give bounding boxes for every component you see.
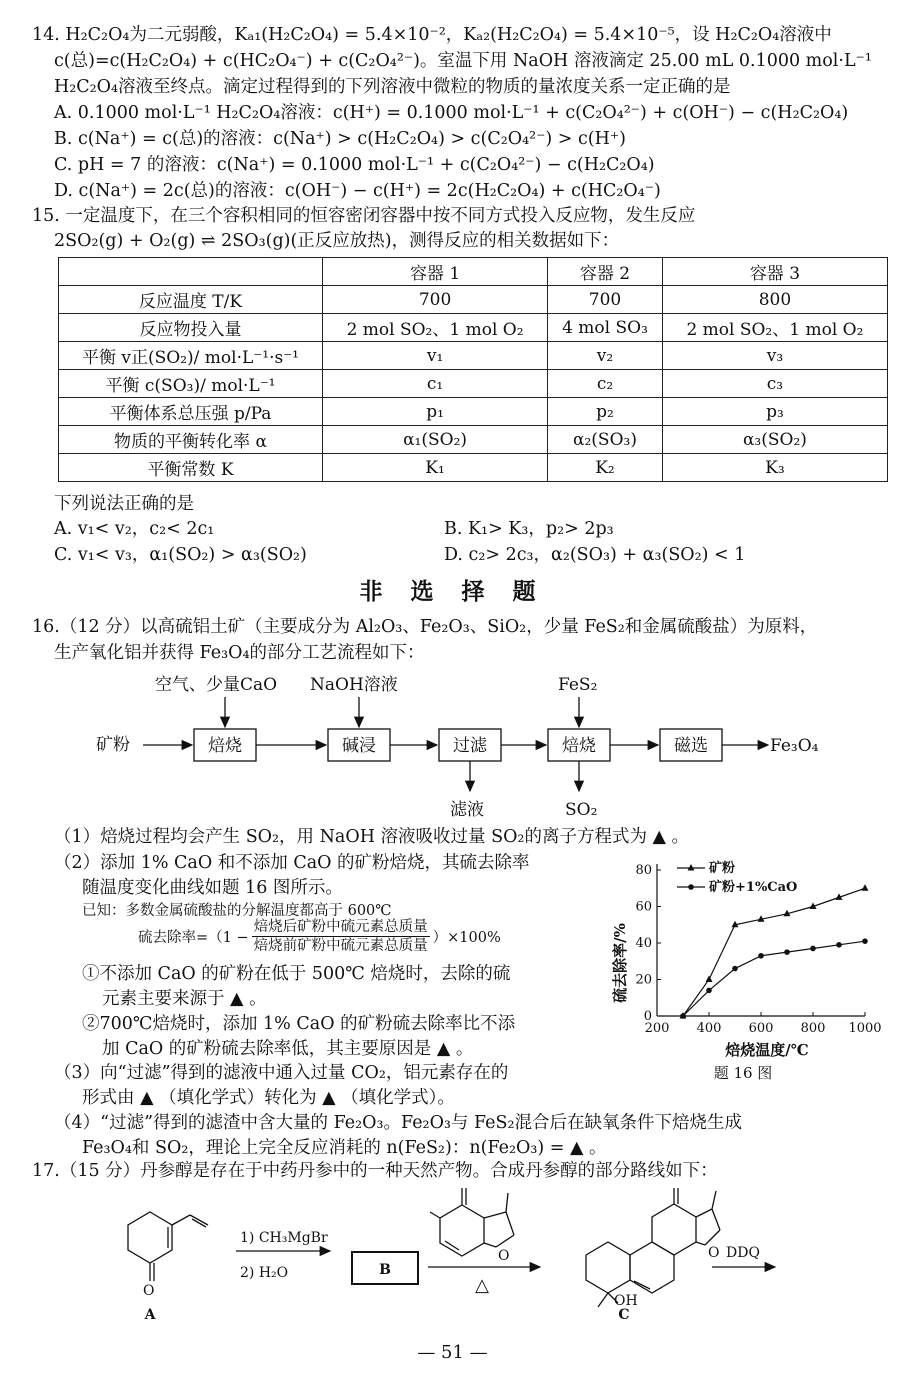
q14-stem-line3: H₂C₂O₄溶液至终点。滴定过程得到的下列溶液中微粒的物质的量浓度关系一定正确的是 [54,77,731,97]
table-header-cell [59,258,323,286]
q16-stem-line1: 16.（12 分）以高硫铝土矿（主要成分为 Al₂O₃、Fe₂O₃、SiO₂，少量 FeS₂和金属硫酸盐）为原料， [32,617,818,637]
chart-point-triangle [688,864,695,871]
table-row [59,398,888,426]
formula-fraction [252,918,430,955]
q16-part-2-line2: 随温度变化曲线如题 16 图所示。 [82,878,343,898]
chart-point-circle [758,953,764,959]
compound-a-ring [128,1212,172,1263]
q16-sub-1-line1: ①不添加 CaO 的矿粉在低于 500℃ 焙烧时，去除的硫 [82,964,511,984]
table-cell: v₂ [548,342,663,370]
table-header-row [59,258,888,286]
chart-legend-label: 矿粉+1%CaO [709,880,798,895]
flow-top-label-1: 空气、少量CaO [155,675,278,695]
compound-a-label: A [144,1307,156,1323]
compound-c-ring [586,1242,630,1293]
table-cell: p₂ [548,398,663,426]
table-row [59,426,888,454]
table-cell: 700 [548,286,663,314]
oxygen-label: O [498,1248,510,1264]
table-cell: v₃ [662,342,887,370]
reagent-step-1: 1) CH₃MgBr [240,1230,328,1246]
table-cell: c₃ [662,370,887,398]
table-header-cell: 容器 3 [662,258,887,286]
q16-part-1: （1）焙烧过程均会产生 SO₂，用 NaOH 溶液吸收过量 SO₂的离子方程式为 ▲ 。 [54,827,690,847]
chart-y-tick-label: 60 [635,899,652,915]
table-cell: K₁ [323,454,548,482]
q15-option-a: A. v₁< v₂，c₂< 2c₁ [54,519,215,539]
table-cell: K₃ [662,454,887,482]
reagent-ring [440,1205,484,1256]
chart-y-axis-label: 硫去除率/% [611,923,629,1003]
table-row [59,370,888,398]
removal-rate-formula [138,918,501,955]
chart-point-circle [680,1013,686,1019]
table-cell: 反应温度 T/K [59,286,323,314]
flow-bottom-label-2: SO₂ [565,800,598,820]
flow-top-label-3: FeS₂ [558,675,598,695]
table-row [59,342,888,370]
q14-option-b: B. c(Na⁺) = c(总)的溶液：c(Na⁺) > c(H₂C₂O₄) > c(C₂O₄²⁻) > c(H⁺) [54,129,626,149]
q16-stem-line2: 生产氧化铝并获得 Fe₃O₄的部分工艺流程如下： [54,643,425,663]
q15-prompt: 下列说法正确的是 [54,494,194,514]
chart-y-tick-label: 0 [643,1009,652,1024]
table-cell: v₁ [323,342,548,370]
q16-part-4-line2: Fe₃O₄和 SO₂，理论上完全反应消耗的 n(FeS₂)：n(Fe₂O₃) = ▲ 。 [82,1138,607,1158]
q16-part-2-line1: （2）添加 1% CaO 和不添加 CaO 的矿粉焙烧，其硫去除率 [54,853,530,873]
page-number: — 51 — [417,1342,488,1363]
table-row [59,314,888,342]
q14-option-c: C. pH = 7 的溶液：c(Na⁺) = 0.1000 mol·L⁻¹ + c(C₂O₄²⁻) − c(H₂C₂O₄) [54,155,655,175]
chart-point-circle [862,938,868,944]
chart-y-tick-label: 20 [635,972,652,988]
q14-stem-line2: c(总)=c(H₂C₂O₄) + c(HC₂O₄⁻) + c(C₂O₄²⁻)。室温下用 NaOH 溶液滴定 25.00 mL 0.1000 mol·L⁻¹ [54,51,872,71]
flow-box-label: 磁选 [674,736,708,756]
chart-point-circle [784,949,790,955]
chart-y-tick-label: 40 [635,936,652,951]
chart-point-circle [688,884,694,890]
oxygen-label: O [708,1245,720,1261]
formula-numerator: 焙烧后矿粉中硫元素总质量 [253,919,428,935]
flow-box-label: 焙烧 [562,736,596,756]
q16-part-4-line1: （4）“过滤”得到的滤渣中含大量的 Fe₂O₃。Fe₂O₃与 FeS₂混合后在缺氧条件下焙烧生成 [54,1113,743,1133]
table-header-cell: 容器 1 [323,258,548,286]
compound-c-ring [652,1204,696,1255]
table-cell: 800 [662,286,887,314]
q15-option-d: D. c₂> 2c₃，α₂(SO₃) + α₃(SO₂) < 1 [444,545,746,565]
q15-data-table [58,257,888,482]
ddq-label: DDQ [726,1245,760,1261]
flow-output-label: Fe₃O₄ [770,736,819,756]
flow-input-label: 矿粉 [96,735,130,755]
chart-x-tick-label: 400 [696,1021,722,1036]
heat-symbol: △ [475,1275,489,1296]
q16-part-3-line1: （3）向“过滤”得到的滤液中通入过量 CO₂，铝元素存在的 [54,1063,509,1083]
reagent-step-2: 2) H₂O [240,1265,289,1281]
table-cell: α₃(SO₂) [662,426,887,454]
chart-point-triangle [862,884,869,891]
table-cell: 平衡 c(SO₃)/ mol·L⁻¹ [59,370,323,398]
flow-box-label: 过滤 [453,736,487,756]
compound-c-label: C [618,1307,630,1323]
q15-option-c: C. v₁< v₃，α₁(SO₂) > α₃(SO₂) [54,545,307,565]
hydroxyl-label: OH [614,1293,638,1309]
table-cell: α₁(SO₂) [323,426,548,454]
formula-prefix: 硫去除率=（1 − [138,930,249,946]
chart-legend-label: 矿粉 [709,861,736,876]
q14-option-d: D. c(Na⁺) = 2c(总)的溶液：c(OH⁻) − c(H⁺) = 2c(H₂C₂O₄) + c(HC₂O₄⁻) [54,181,661,201]
q14-stem-line1: 14. H₂C₂O₄为二元弱酸，Kₐ₁(H₂C₂O₄) = 5.4×10⁻²，Kₐ₂(H₂C₂O₄) = 5.4×10⁻⁵，设 H₂C₂O₄溶液中 [32,25,832,45]
flow-top-label-2: NaOH溶液 [310,675,398,695]
formula-suffix: ）×100% [432,930,501,946]
table-cell: 平衡体系总压强 p/Pa [59,398,323,426]
chart-caption: 题 16 图 [713,1064,773,1082]
chart-point-circle [706,988,712,994]
chart-point-circle [836,942,842,948]
table-cell: c₂ [548,370,663,398]
q14-option-a: A. 0.1000 mol·L⁻¹ H₂C₂O₄溶液：c(H⁺) = 0.1000 mol·L⁻¹ + c(C₂O₄²⁻) + c(OH⁻) − c(H₂C₂O₄) [54,103,849,123]
table-cell: 700 [323,286,548,314]
table-cell: 物质的平衡转化率 α [59,426,323,454]
table-cell: 反应物投入量 [59,314,323,342]
table-row [59,454,888,482]
chart-y-tick-label: 80 [635,863,652,878]
chart-point-circle [732,966,738,972]
table-cell: 平衡 v正(SO₂)/ mol·L⁻¹·s⁻¹ [59,342,323,370]
section-heading: 非 选 择 题 [359,579,546,605]
table-header-cell: 容器 2 [548,258,663,286]
chart-series-line-1 [683,888,865,1016]
q15-stem-line2: 2SO₂(g) + O₂(g) ⇌ 2SO₃(g)(正反应放热)，测得反应的相关数据如下： [54,231,620,251]
q16-sub-2-line1: ②700℃焙烧时，添加 1% CaO 的矿粉硫去除率比不添 [82,1014,516,1034]
chart-point-triangle [706,976,713,983]
synthesis-route-diagram [0,1185,905,1335]
table-cell: K₂ [548,454,663,482]
q16-part-3-line2: 形式由 ▲ （填化学式）转化为 ▲ （填化学式）。 [82,1088,455,1108]
table-cell: p₃ [662,398,887,426]
chart-x-tick-label: 1000 [848,1021,882,1036]
q16-sub-2-line2: 加 CaO 的矿粉硫去除率低，其主要原因是 ▲ 。 [102,1039,474,1059]
table-cell: p₁ [323,398,548,426]
q15-option-b: B. K₁> K₃，p₂> 2p₃ [444,519,614,539]
table-cell: 2 mol SO₂、1 mol O₂ [662,314,887,342]
table-cell: c₁ [323,370,548,398]
process-flow-diagram [0,665,905,825]
q17-stem: 17.（15 分）丹参醇是存在于中药丹参中的一种天然产物。合成丹参醇的部分路线如下： [32,1161,718,1181]
flow-bottom-label-1: 滤液 [450,800,484,820]
chart-x-tick-label: 200 [644,1021,670,1036]
table-cell: 平衡常数 K [59,454,323,482]
table-row [59,286,888,314]
formula-denominator: 焙烧前矿粉中硫元素总质量 [253,938,428,954]
chart-x-tick-label: 600 [748,1021,774,1036]
flow-box-label: 焙烧 [208,736,242,756]
q15-stem-line1: 15. 一定温度下，在三个容积相同的恒容密闭容器中按不同方式投入反应物，发生反应 [32,206,696,226]
compound-b-label: B [379,1262,391,1278]
chart-x-tick-label: 800 [800,1021,826,1036]
compound-c-ring [630,1242,674,1293]
sulfur-removal-chart [605,848,895,1088]
chart-x-axis-label: 焙烧温度/℃ [725,1041,809,1059]
chart-point-circle [810,946,816,952]
q16-sub-1-line2: 元素主要来源于 ▲ 。 [102,989,267,1009]
oxygen-label: O [143,1283,155,1299]
table-cell: 4 mol SO₃ [548,314,663,342]
flow-box-label: 碱浸 [342,736,376,756]
table-cell: α₂(SO₃) [548,426,663,454]
q16-known-note: 已知：多数金属硫酸盐的分解温度都高于 600℃ [82,903,392,919]
table-cell: 2 mol SO₂、1 mol O₂ [323,314,548,342]
